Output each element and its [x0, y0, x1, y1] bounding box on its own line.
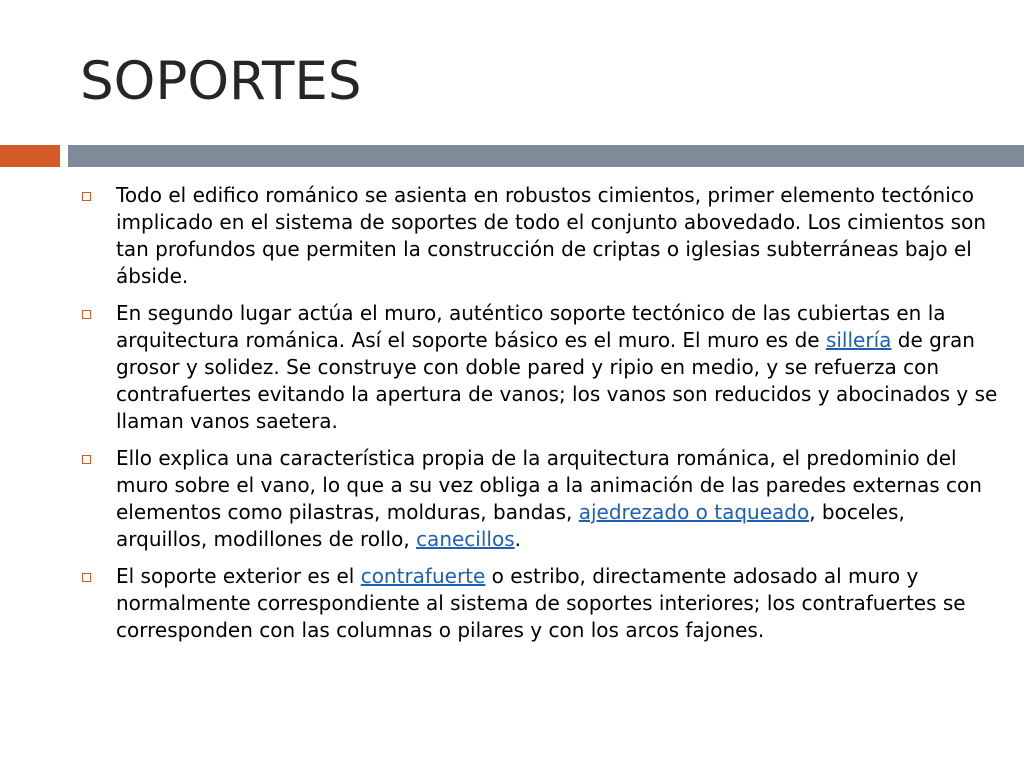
bullet-text-segment: de gran grosor y solidez. Se construye con doble pared y ripio en medio, y se refuerza con contrafuertes evitando la apertura de vanos; los vanos son reducidos y abocinados y se llaman vanos saetera.	[116, 328, 998, 433]
bullet-text-segment: El soporte exterior es el	[116, 564, 361, 588]
accent-bar-orange	[0, 145, 60, 167]
hyperlink[interactable]: canecillos	[416, 527, 515, 551]
bullet-text-segment: .	[514, 527, 521, 551]
bullet-text	[116, 183, 986, 288]
bullet-item	[78, 182, 998, 290]
bullet-text	[116, 564, 966, 642]
bullet-text	[116, 446, 982, 551]
bullet-square-icon	[82, 573, 91, 582]
bullet-text-segment: Ello explica una característica propia de la arquitectura románica, el predominio del muro sobre el vano, lo que a su vez obliga a la animación de las paredes externas con elementos como pilastras, molduras, bandas,	[116, 446, 982, 524]
bullet-square-icon	[82, 310, 91, 319]
hyperlink[interactable]: ajedrezado o taqueado	[578, 500, 810, 524]
bullet-text-segment: o estribo, directamente adosado al muro y normalmente correspondiente al sistema de soportes interiores; los contrafuertes se corresponden con las columnas o pilares y con los arcos fajones.	[116, 564, 966, 642]
bullet-text-segment: Todo el edifico románico se asienta en robustos cimientos, primer elemento tectónico implicado en el sistema de soportes de todo el conjunto abovedado. Los cimientos son tan profundos que permiten la construcción de criptas o iglesias subterráneas bajo el ábside.	[116, 183, 987, 288]
bullet-list	[78, 182, 998, 654]
accent-bar-gray	[68, 145, 1024, 167]
hyperlink[interactable]: sillería	[825, 328, 892, 352]
bullet-item	[78, 300, 998, 435]
bullet-text-segment: En segundo lugar actúa el muro, auténtico soporte tectónico de las cubiertas en la arquitectura románica. Así el soporte básico es el muro. El muro es de	[116, 301, 946, 352]
bullet-square-icon	[82, 455, 91, 464]
bullet-text	[116, 301, 997, 433]
bullet-item	[78, 563, 998, 644]
bullet-square-icon	[82, 192, 91, 201]
bullet-item	[78, 445, 998, 553]
bullet-text-segment: , boceles, arquillos, modillones de rollo,	[116, 500, 905, 551]
slide-title: SOPORTES	[80, 51, 362, 112]
hyperlink[interactable]: contrafuerte	[360, 564, 486, 588]
